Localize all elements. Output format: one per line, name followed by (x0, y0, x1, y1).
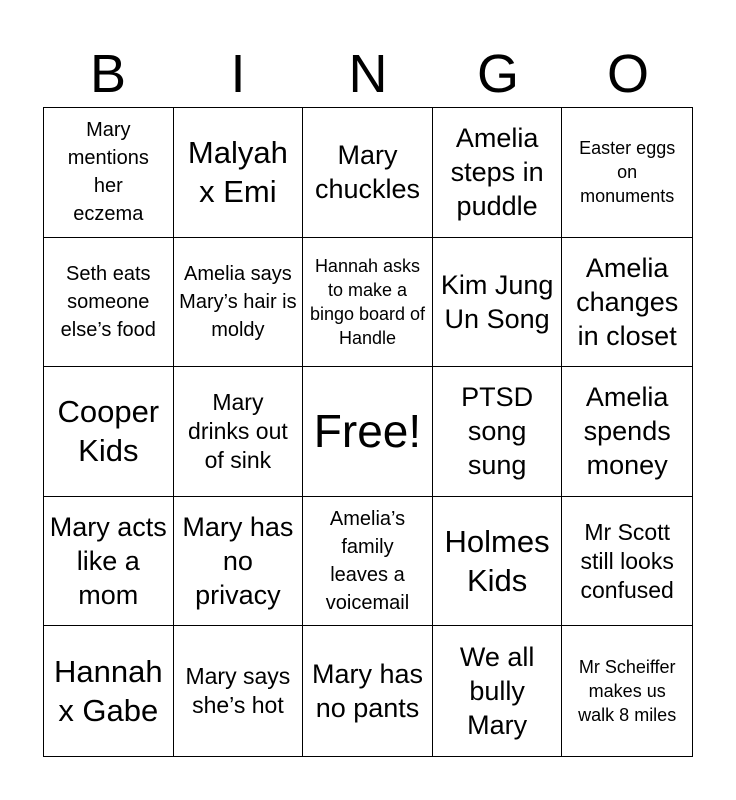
bingo-cell[interactable] (174, 108, 304, 238)
cell-text: Mary says she’s hot (185, 663, 291, 719)
bingo-cell[interactable] (433, 238, 563, 368)
bingo-cell[interactable] (562, 626, 692, 756)
cell-text: Hannah x Gabe (54, 654, 163, 729)
bingo-cell[interactable] (44, 497, 174, 627)
bingo-cell[interactable] (44, 108, 174, 238)
bingo-board (43, 107, 693, 757)
bingo-cell[interactable] (303, 108, 433, 238)
cell-text: Amelia changes in closet (576, 252, 679, 351)
bingo-cell[interactable] (44, 367, 174, 497)
cell-text: Hannah asks to make a bingo board of Handle (309, 255, 426, 348)
cell-text: PTSD song sung (461, 382, 534, 481)
cell-text: Amelia’s family leaves a voicemail (325, 508, 410, 615)
cell-text: Easter eggs on monuments (579, 138, 676, 207)
bingo-cell[interactable] (44, 238, 174, 368)
cell-text: Amelia spends money (583, 382, 671, 481)
bingo-cell[interactable] (303, 238, 433, 368)
cell-text: Amelia steps in puddle (450, 123, 544, 222)
bingo-header (43, 40, 693, 108)
cell-text: Mary drinks out of sink (188, 388, 288, 473)
bingo-cell[interactable] (174, 367, 304, 497)
cell-text: Amelia says Mary’s hair is moldy (179, 262, 297, 341)
cell-text: Cooper Kids (57, 394, 160, 469)
cell-text: Mary acts like a mom (49, 512, 167, 611)
header-letter-n: N (348, 44, 388, 104)
bingo-cell[interactable] (433, 367, 563, 497)
bingo-cell[interactable] (562, 497, 692, 627)
cell-text: Free! (313, 405, 422, 458)
bingo-cell[interactable] (44, 626, 174, 756)
cell-text: Malyah x Emi (187, 135, 288, 210)
bingo-cell[interactable] (174, 626, 304, 756)
cell-text: We all bully Mary (459, 642, 535, 741)
bingo-cell[interactable] (562, 367, 692, 497)
header-letter-o: O (606, 44, 649, 104)
cell-text: Mary has no privacy (182, 512, 294, 611)
cell-text: Mr Scott still looks confused (580, 518, 674, 603)
header-letter-i: I (230, 44, 246, 104)
header-letter-b: B (89, 44, 127, 104)
bingo-cell[interactable] (562, 108, 692, 238)
cell-text: Mr Scheiffer makes us walk 8 miles (578, 657, 677, 726)
bingo-cell[interactable] (174, 238, 304, 368)
cell-text: Kim Jung Un Song (440, 269, 554, 334)
cell-text: Mary chuckles (314, 140, 420, 205)
bingo-cell[interactable] (433, 497, 563, 627)
bingo-cell[interactable] (562, 238, 692, 368)
bingo-cell[interactable] (433, 108, 563, 238)
cell-text: Mary mentions her eczema (67, 119, 149, 226)
bingo-cell[interactable] (174, 497, 304, 627)
header-letter-g: G (476, 44, 519, 104)
cell-text: Holmes Kids (444, 524, 550, 599)
free-space[interactable] (303, 367, 433, 497)
cell-text: Mary has no pants (311, 659, 423, 724)
bingo-cell[interactable] (303, 497, 433, 627)
cell-text: Seth eats someone else’s food (60, 262, 156, 341)
bingo-cell[interactable] (303, 626, 433, 756)
bingo-cell[interactable] (433, 626, 563, 756)
